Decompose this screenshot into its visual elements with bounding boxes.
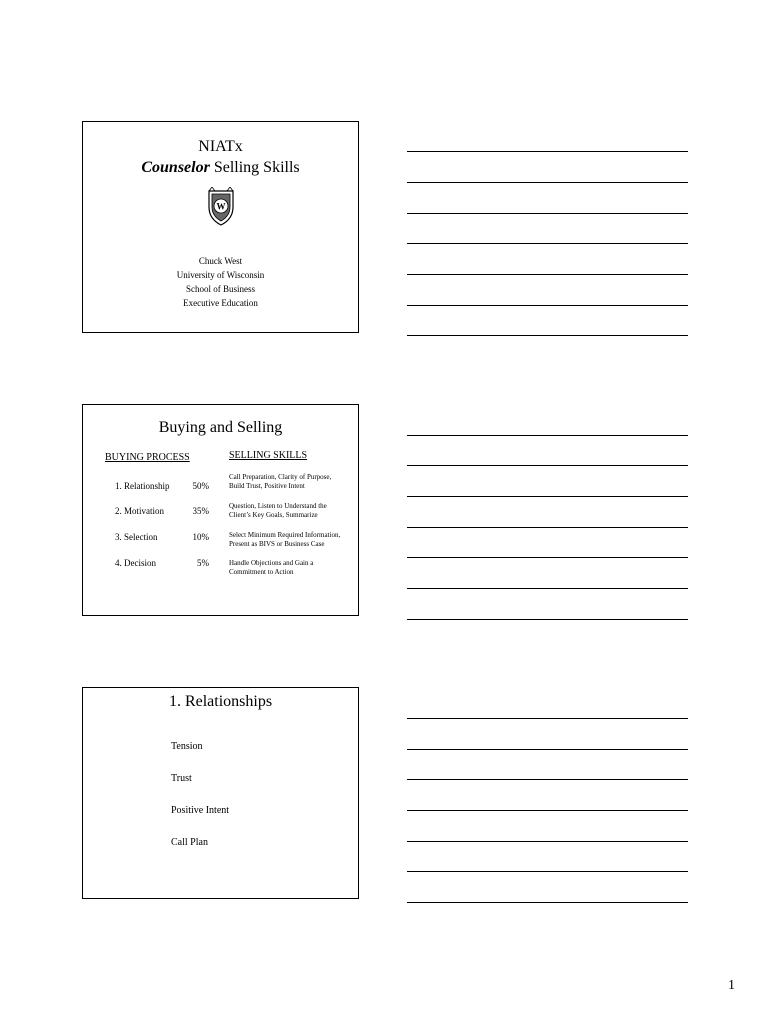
note-line (407, 435, 688, 436)
selling-skill (229, 502, 357, 520)
page-number: 1 (728, 978, 735, 993)
selling-skill (229, 559, 357, 577)
note-line (407, 588, 688, 589)
stage-label: 3. Selection (115, 532, 158, 542)
note-line (407, 182, 688, 183)
note-line (407, 749, 688, 750)
list-item: Tension (171, 741, 203, 752)
slide-2-buying-selling (82, 404, 359, 616)
note-line (407, 465, 688, 466)
skill-line: Client’s Key Goals, Summarize (229, 511, 318, 519)
note-line (407, 810, 688, 811)
skill-line: Commitment to Action (229, 568, 294, 576)
university-crest-icon (204, 187, 238, 227)
slide-title: NIATx (198, 138, 243, 155)
stage-label: 2. Motivation (115, 506, 164, 516)
stage-percent: 5% (197, 558, 209, 568)
note-line (407, 619, 688, 620)
note-line (407, 496, 688, 497)
stage-percent: 35% (192, 506, 209, 516)
note-line (407, 213, 688, 214)
selling-skill (229, 473, 357, 491)
note-line (407, 274, 688, 275)
credit-name: Chuck West (198, 256, 243, 266)
crest-letter: W (216, 201, 226, 212)
selling-skills-header: SELLING SKILLS (229, 450, 308, 461)
note-line (407, 871, 688, 872)
note-line (407, 305, 688, 306)
slide-credits (83, 254, 358, 310)
list-item: Call Plan (171, 837, 208, 848)
slide-title: Buying and Selling (158, 419, 283, 436)
credit-school: School of Business (185, 284, 255, 294)
stage-percent: 50% (192, 481, 209, 491)
stage-label: 1. Relationship (115, 481, 170, 491)
skill-line: Present as BIVS or Business Case (229, 540, 325, 548)
stage-percent: 10% (192, 532, 209, 542)
list-item: Positive Intent (171, 805, 230, 816)
note-line (407, 718, 688, 719)
note-line (407, 151, 688, 152)
list-item: Trust (171, 773, 192, 784)
subtitle-rest: Selling Skills (209, 159, 300, 176)
slide-3-relationships (82, 687, 359, 899)
note-line (407, 335, 688, 336)
slide-1-title (82, 121, 359, 333)
note-line (407, 527, 688, 528)
skill-line: Select Minimum Required Information, (229, 531, 341, 539)
note-line (407, 779, 688, 780)
skill-line: Call Preparation, Clarity of Purpose, (229, 473, 332, 481)
stage-label: 4. Decision (115, 558, 156, 568)
note-line (407, 557, 688, 558)
skill-line: Build Trust, Positive Intent (229, 482, 305, 490)
note-line (407, 841, 688, 842)
subtitle-emphasis: Counselor (141, 159, 210, 176)
skill-line: Handle Objections and Gain a (229, 559, 314, 567)
note-line (407, 902, 688, 903)
selling-skill (229, 531, 357, 549)
buying-process-header: BUYING PROCESS (105, 452, 190, 463)
credit-university: University of Wisconsin (176, 270, 265, 280)
credit-program: Executive Education (183, 298, 258, 308)
slide-subtitle (83, 157, 358, 179)
skill-line: Question, Listen to Understand the (229, 502, 327, 510)
note-line (407, 243, 688, 244)
slide-title: 1. Relationships (168, 693, 273, 710)
